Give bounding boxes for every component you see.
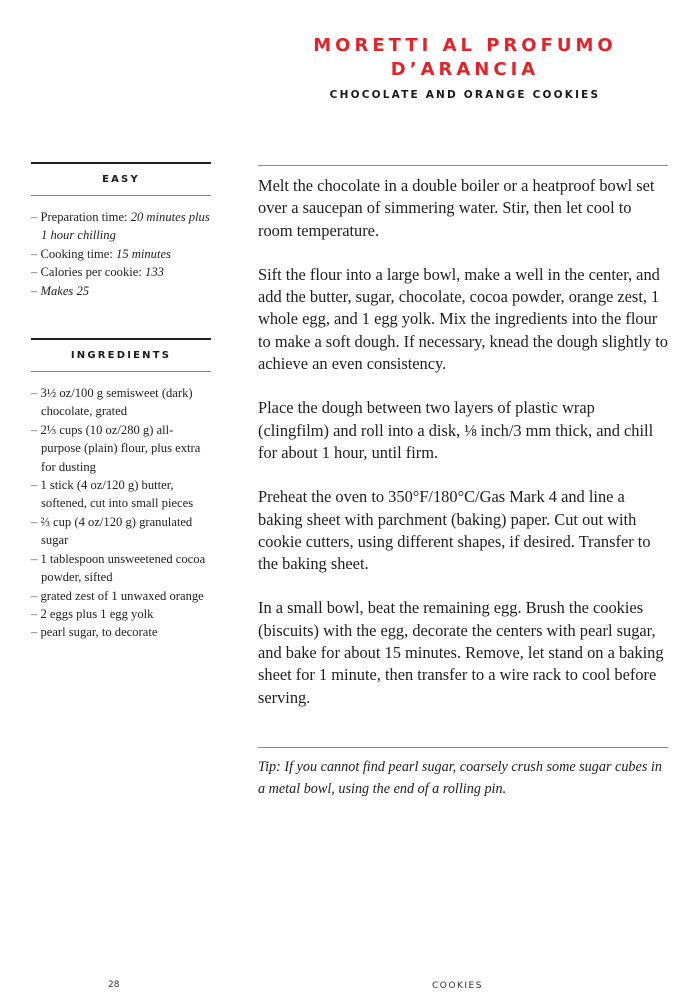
method-step: Sift the flour into a large bowl, make a well in the center, and add the butter, sugar, chocolate, cocoa powder, orange zest, 1 whole egg, and 1 egg yolk. Mix the ingredients into the flour to make a soft dough. If necessary, knead the dough slightly to achieve an even consistency. <box>258 264 668 374</box>
recipe-title <box>300 34 630 82</box>
divider <box>31 371 211 372</box>
recipe-title-block <box>300 34 630 101</box>
ingredient-item: – pearl sugar, to decorate <box>31 625 158 640</box>
meta-item-prep-time: – Preparation time: 20 minutes plus 1 hour chilling <box>31 210 210 243</box>
difficulty-heading: EASY <box>102 174 140 185</box>
meta-item-calories: – Calories per cookie: 133 <box>31 265 164 280</box>
ingredient-item: – 2⅓ cups (10 oz/280 g) all-purpose (plain) flour, plus extra for dusting <box>31 422 201 474</box>
ingredient-item: – 2 eggs plus 1 egg yolk <box>31 606 154 621</box>
method-step: Place the dough between two layers of plastic wrap (clingfilm) and roll into a disk, ⅛ inch/3 mm thick, and chill for about 1 hour, until firm. <box>258 398 654 462</box>
ingredient-item: – 1 tablespoon unsweetened cocoa powder, sifted <box>31 551 206 585</box>
ingredients-heading: INGREDIENTS <box>70 350 172 362</box>
recipe-sidebar <box>31 162 211 642</box>
ingredients-list <box>31 384 211 642</box>
method-step: Preheat the oven to 350°F/180°C/Gas Mark 4 and line a baking sheet with parchment (baking) paper. Cut out with cookie cutters, using different shapes, if desired. Transfer to the baking sheet. <box>258 487 651 574</box>
method-column <box>258 165 668 800</box>
divider <box>31 195 211 196</box>
recipe-tip: Tip: If you cannot find pearl sugar, coarsely crush some sugar cubes in a metal bowl, using the end of a rolling pin. <box>258 758 662 797</box>
method-step: In a small bowl, beat the remaining egg. Brush the cookies (biscuits) with the egg, decorate the centers with pearl sugar, and bake for about 15 minutes. Remove, let stand on a baking sheet for 1 minute, then transfer to a wire rack to cool before serving. <box>258 598 664 707</box>
divider <box>258 747 668 748</box>
recipe-subtitle: CHOCOLATE AND ORANGE COOKIES <box>329 89 601 101</box>
section-name: COOKIES <box>432 981 483 991</box>
method-step: Melt the chocolate in a double boiler or a heatproof bowl set over a saucepan of simmering water. Stir, then let cool to room temperature. <box>258 176 655 240</box>
ingredient-item: – 1 stick (4 oz/120 g) butter, softened, cut into small pieces <box>31 478 194 511</box>
ingredients-section <box>31 338 211 642</box>
divider <box>258 165 668 166</box>
meta-item-cook-time: – Cooking time: 15 minutes <box>31 246 171 261</box>
page-number: 28 <box>108 980 120 990</box>
recipe-meta-list <box>31 208 211 300</box>
ingredient-item: – ⅔ cup (4 oz/120 g) granulated sugar <box>31 514 193 548</box>
ingredient-item: – grated zest of 1 unwaxed orange <box>31 588 204 603</box>
recipe-title-line2: D’ARANCIA <box>390 59 540 80</box>
recipe-title-line1: MORETTI AL PROFUMO <box>313 35 617 56</box>
ingredient-item: – 3½ oz/100 g semisweet (dark) chocolate, grated <box>31 386 193 419</box>
meta-item-yield: – Makes 25 <box>31 283 90 298</box>
